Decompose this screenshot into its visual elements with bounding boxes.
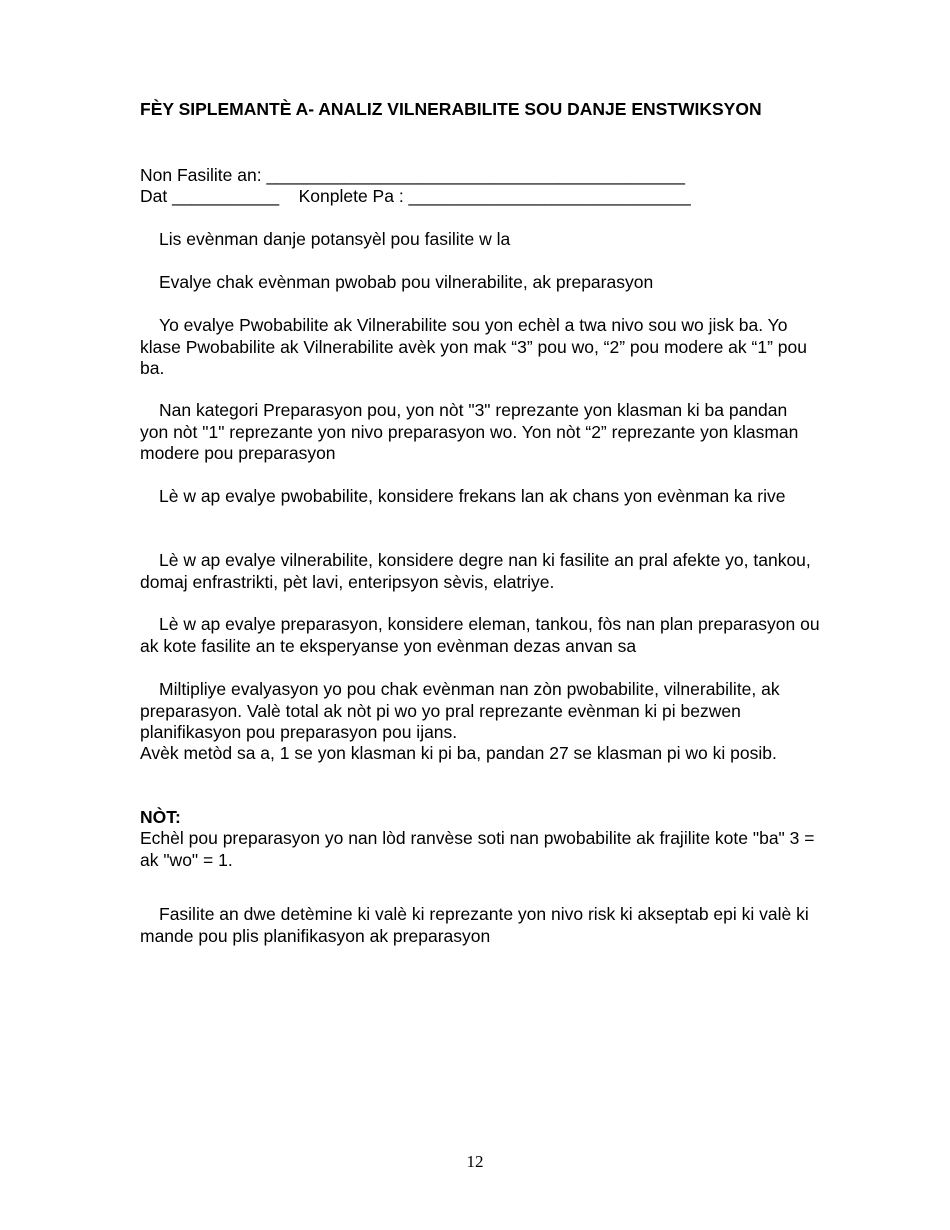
paragraph-evaluate-events: Evalye chak evènman pwobab pou vilnerabilite, ak preparasyon: [159, 272, 654, 292]
page-title: FÈY SIPLEMANTÈ A- ANALIZ VILNERABILITE SOU DANJE ENSTWIKSYON: [140, 99, 762, 119]
paragraph-acceptable-risk: Fasilite an dwe detèmine ki valè ki reprezante yon nivo risk ki akseptab epi ki valè ki mande pou plis planifikasyon ak preparasyon: [140, 904, 809, 946]
facility-name-field-line: Non Fasilite an: ___________________________________________: [140, 165, 685, 185]
paragraph-preparedness: Lè w ap evalye preparasyon, konsidere eleman, tankou, fòs nan plan preparasyon ou ak kote fasilite an te eksperyanse yon evènman dezas anvan sa: [140, 614, 820, 656]
paragraph-preparedness-category: Nan kategori Preparasyon pou, yon nòt "3" reprezante yon klasman ki ba pandan yon nòt "1" reprezante yon nivo preparasyon wo. Yon nòt “2” reprezante yon klasman modere pou preparasyon: [140, 400, 799, 463]
page-number: 12: [466, 1152, 484, 1171]
paragraph-probability: Lè w ap evalye pwobabilite, konsidere frekans lan ak chans yon evènman ka rive: [159, 486, 786, 506]
note-text: Echèl pou preparasyon yo nan lòd ranvèse soti nan pwobabilite ak frajilite kote "ba" 3 = ak "wo" = 1.: [140, 828, 815, 870]
note-heading: NÒT:: [140, 807, 181, 827]
paragraph-multiply: Miltipliye evalyasyon yo pou chak evènman nan zòn pwobabilite, vilnerabilite, ak preparasyon. Valè total ak nòt pi wo yo pral reprezante evènman ki pi bezwen planifikasyon pou preparasyon pou ijans.: [140, 679, 780, 742]
paragraph-list-hazards: Lis evènman danje potansyèl pou fasilite w la: [159, 229, 511, 249]
date-completed-by-field-line: Dat ___________ Konplete Pa : _____________________________: [140, 186, 691, 206]
paragraph-scale-explanation: Yo evalye Pwobabilite ak Vilnerabilite sou yon echèl a twa nivo sou wo jisk ba. Yo klase Pwobabilite ak Vilnerabilite avèk yon mak “3” pou wo, “2” pou modere ak “1” pou ba.: [140, 315, 807, 378]
paragraph-method: Avèk metòd sa a, 1 se yon klasman ki pi ba, pandan 27 se klasman pi wo ki posib.: [140, 743, 777, 763]
paragraph-vulnerability: Lè w ap evalye vilnerabilite, konsidere degre nan ki fasilite an pral afekte yo, tankou, domaj enfrastrikti, pèt lavi, enteripsyon sèvis, elatriye.: [140, 550, 811, 592]
